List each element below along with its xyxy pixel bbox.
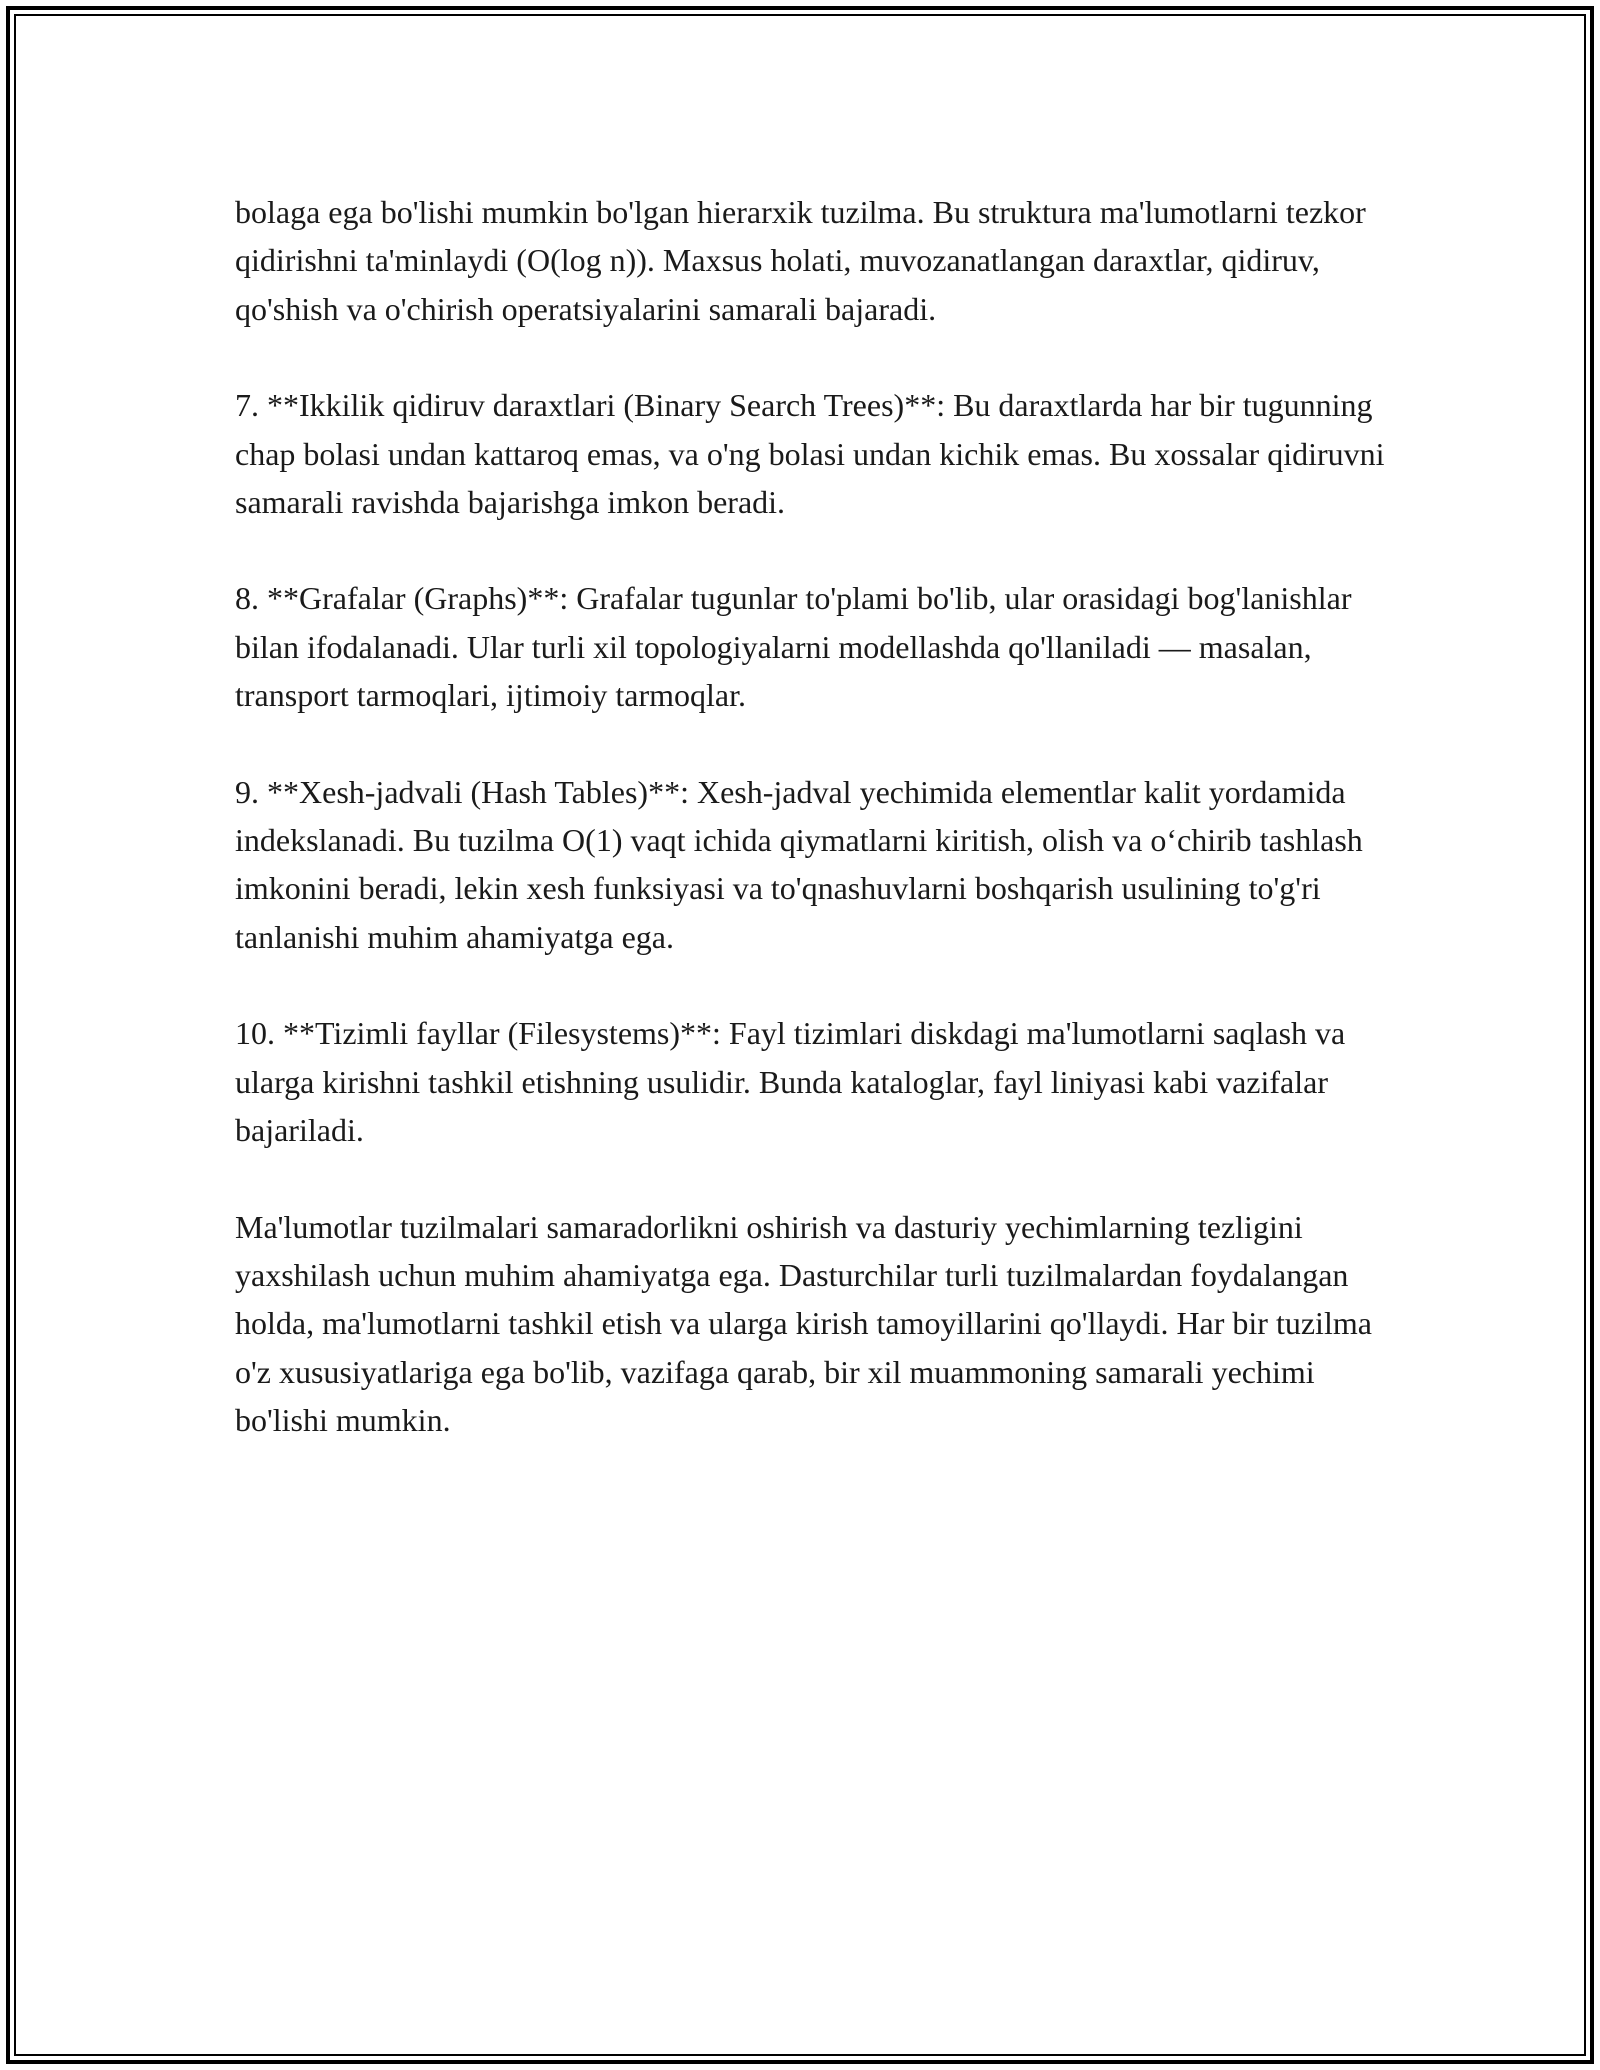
paragraph-conclusion: Ma'lumotlar tuzilmalari samaradorlikni oshirish va dasturiy yechimlarning tezligini yaxshilash uchun muhim ahamiyatga ega. Dasturchilar turli tuzilmalardan foydalangan holda, ma'lumotlarni tashkil etish va ularga kirish tamoyillarini qo'llaydi. Har bir tuzilma o'z xususiyatlariga ega bo'lib, vazifaga qarab, bir xil muammoning samarali yechimi bo'lishi mumkin. [235, 1208, 1372, 1439]
paragraph-graphs: 8. **Grafalar (Graphs)**: Grafalar tugunlar to'plami bo'lib, ular orasidagi bog'lanishlar bilan ifodalanadi. Ular turli xil topologiyalarni modellashda qo'llaniladi — masalan, transport tarmoqlari, ijtimoiy tarmoqlar. [235, 580, 1352, 714]
paragraph-filesystems: 10. **Tizimli fayllar (Filesystems)**: Fayl tizimlari diskdagi ma'lumotlarni saqlash va ularga kirishni tashkil etishning usulidir. Bunda kataloglar, fayl liniyasi kabi vazifalar bajariladi. [235, 1015, 1346, 1149]
paragraph-tree-continuation: bolaga ega bo'lishi mumkin bo'lgan hierarxik tuzilma. Bu struktura ma'lumotlarni tezkor qidirishni ta'minlaydi (O(log n)). Maxsus holati, muvozanatlangan daraxtlar, qidiruv, qo'shish va o'chirish operatsiyalarini samarali bajaradi. [235, 194, 1366, 327]
paragraph-binary-search-trees: 7. **Ikkilik qidiruv daraxtlari (Binary Search Trees)**: Bu daraxtlarda har bir tugunning chap bolasi undan kattaroq emas, va o'ng bolasi undan kichik emas. Bu xossalar qidiruvni samarali ravishda bajarishga imkon beradi. [235, 387, 1385, 521]
paragraph-hash-tables: 9. **Xesh-jadvali (Hash Tables)**: Xesh-jadval yechimida elementlar kalit yordamida indekslanadi. Bu tuzilma O(1) vaqt ichida qiymatlarni kiritish, olish va o‘chirib tashlash imkonini beradi, lekin xesh funksiyasi va to'qnashuvlarni boshqarish usulining to'g'ri tanlanishi muhim ahamiyatga ega. [235, 773, 1363, 955]
document-body [235, 188, 1385, 1445]
